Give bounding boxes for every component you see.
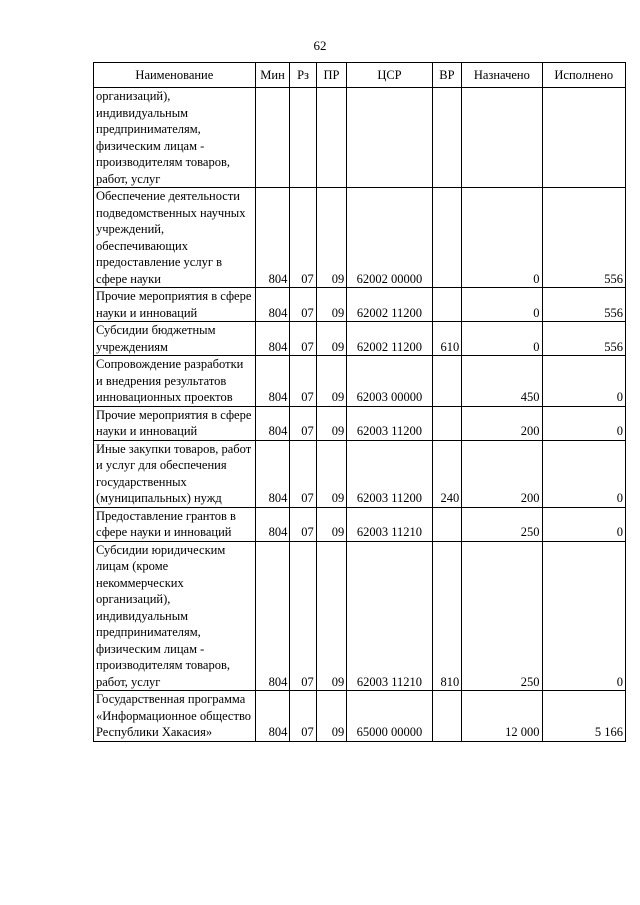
table-row	[94, 322, 626, 356]
row-name: Субсидии юридическим лицам (кроме некоммерческих организаций), индивидуальным предпринимателям, физическим лицам - производителям товаров, работ, услуг	[94, 541, 256, 691]
row-pr: 09	[316, 288, 347, 322]
row-planned: 450	[462, 356, 542, 407]
row-vr	[432, 691, 461, 742]
row-name: Иные закупки товаров, работ и услуг для обеспечения государственных (муниципальных) нужд	[94, 440, 256, 507]
row-name: Прочие мероприятия в сфере науки и инноваций	[94, 406, 256, 440]
row-name: Прочие мероприятия в сфере науки и инноваций	[94, 288, 256, 322]
row-rz: 07	[290, 541, 316, 691]
row-min: 804	[255, 188, 290, 288]
header-vr: ВР	[432, 63, 461, 88]
row-rz: 07	[290, 322, 316, 356]
row-name: Сопровождение разработки и внедрения результатов инновационных проектов	[94, 356, 256, 407]
row-pr: 09	[316, 188, 347, 288]
table-row	[94, 288, 626, 322]
row-planned: 12 000	[462, 691, 542, 742]
row-csr: 62002 11200	[347, 322, 432, 356]
row-rz: 07	[290, 356, 316, 407]
row-executed: 5 166	[542, 691, 625, 742]
row-executed: 0	[542, 406, 625, 440]
row-min	[255, 88, 290, 188]
row-vr	[432, 356, 461, 407]
header-rz: Рз	[290, 63, 316, 88]
row-vr	[432, 507, 461, 541]
row-csr: 62002 11200	[347, 288, 432, 322]
row-planned: 200	[462, 440, 542, 507]
row-vr	[432, 288, 461, 322]
row-min: 804	[255, 507, 290, 541]
row-vr: 240	[432, 440, 461, 507]
row-rz: 07	[290, 507, 316, 541]
row-csr: 62003 00000	[347, 356, 432, 407]
row-planned: 250	[462, 507, 542, 541]
row-executed: 556	[542, 188, 625, 288]
row-min: 804	[255, 541, 290, 691]
row-executed: 0	[542, 356, 625, 407]
row-csr: 62003 11200	[347, 440, 432, 507]
row-pr: 09	[316, 322, 347, 356]
row-planned	[462, 88, 542, 188]
row-rz	[290, 88, 316, 188]
table-row	[94, 356, 626, 407]
row-name: Обеспечение деятельности подведомственных научных учреждений, обеспечивающих предоставление услуг в сфере науки	[94, 188, 256, 288]
row-pr	[316, 88, 347, 188]
row-rz: 07	[290, 406, 316, 440]
header-name: Наименование	[94, 63, 256, 88]
header-executed: Исполнено	[542, 63, 625, 88]
row-pr: 09	[316, 356, 347, 407]
table-row	[94, 188, 626, 288]
row-csr: 62003 11200	[347, 406, 432, 440]
row-executed: 556	[542, 288, 625, 322]
row-pr: 09	[316, 507, 347, 541]
row-planned: 0	[462, 188, 542, 288]
table-row	[94, 691, 626, 742]
row-name: Государственная программа «Информационное общество Республики Хакасия»	[94, 691, 256, 742]
row-vr	[432, 406, 461, 440]
row-name: Предоставление грантов в сфере науки и инноваций	[94, 507, 256, 541]
row-pr: 09	[316, 541, 347, 691]
row-executed: 0	[542, 507, 625, 541]
row-executed	[542, 88, 625, 188]
table-row	[94, 541, 626, 691]
row-min: 804	[255, 322, 290, 356]
row-min: 804	[255, 440, 290, 507]
row-vr	[432, 188, 461, 288]
row-executed: 0	[542, 541, 625, 691]
row-name: организаций), индивидуальным предпринимателям, физическим лицам - производителям товаров, работ, услуг	[94, 88, 256, 188]
row-vr: 610	[432, 322, 461, 356]
row-vr	[432, 88, 461, 188]
header-pr: ПР	[316, 63, 347, 88]
row-min: 804	[255, 288, 290, 322]
table-row	[94, 440, 626, 507]
row-executed: 0	[542, 440, 625, 507]
row-planned: 0	[462, 288, 542, 322]
budget-table	[93, 62, 626, 742]
header-csr: ЦСР	[347, 63, 432, 88]
row-pr: 09	[316, 406, 347, 440]
row-rz: 07	[290, 288, 316, 322]
row-planned: 0	[462, 322, 542, 356]
row-csr: 62003 11210	[347, 507, 432, 541]
row-min: 804	[255, 356, 290, 407]
row-rz: 07	[290, 188, 316, 288]
row-csr: 62003 11210	[347, 541, 432, 691]
row-vr: 810	[432, 541, 461, 691]
row-pr: 09	[316, 691, 347, 742]
row-min: 804	[255, 691, 290, 742]
page-number: 62	[313, 38, 327, 53]
row-planned: 250	[462, 541, 542, 691]
row-rz: 07	[290, 440, 316, 507]
row-planned: 200	[462, 406, 542, 440]
row-pr: 09	[316, 440, 347, 507]
row-min: 804	[255, 406, 290, 440]
row-csr: 65000 00000	[347, 691, 432, 742]
row-csr: 62002 00000	[347, 188, 432, 288]
row-executed: 556	[542, 322, 625, 356]
row-csr	[347, 88, 432, 188]
header-planned: Назначено	[462, 63, 542, 88]
table-row	[94, 88, 626, 188]
table-row	[94, 507, 626, 541]
row-rz: 07	[290, 691, 316, 742]
header-min: Мин	[255, 63, 290, 88]
row-name: Субсидии бюджетным учреждениям	[94, 322, 256, 356]
table-row	[94, 406, 626, 440]
header-row	[94, 63, 626, 88]
